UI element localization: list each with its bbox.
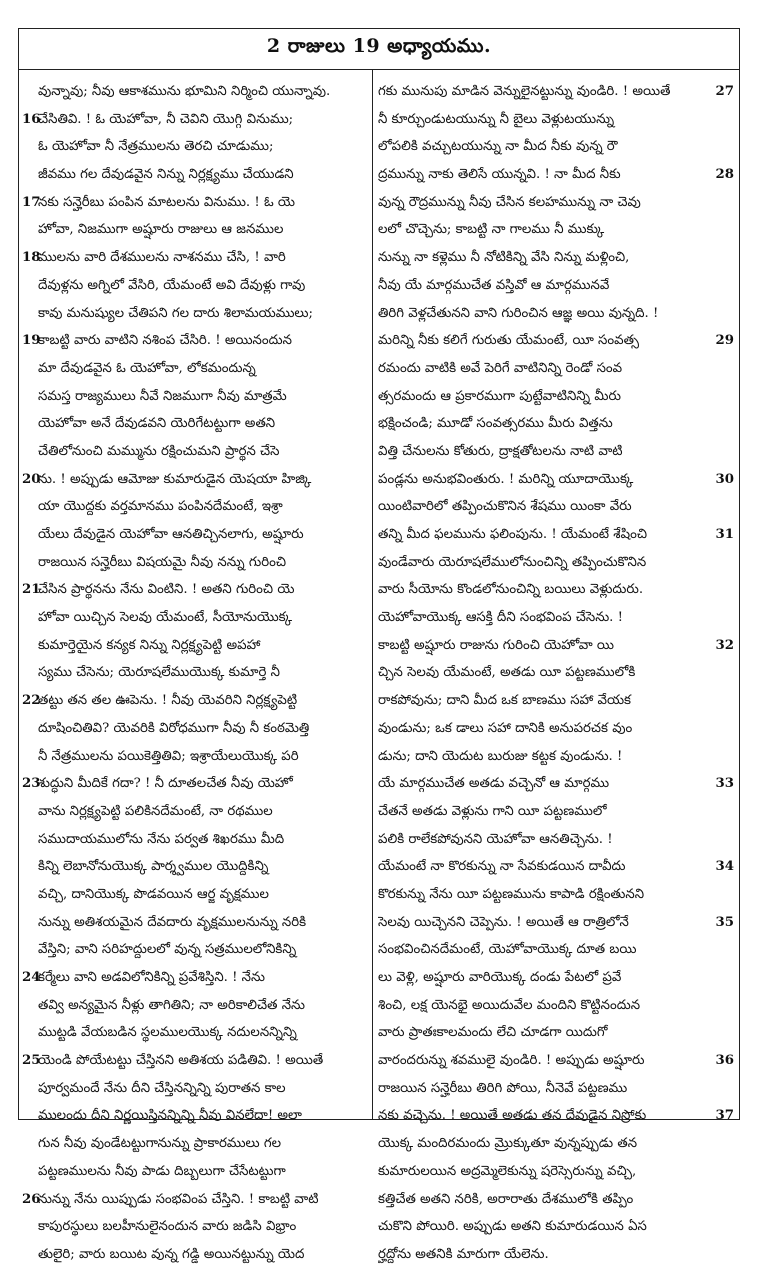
column-divider [372,70,373,1120]
line-text: చేసితివి. ! ఓ యెహోవా, నీ చెవిని యొగ్గి వినుము; [38,111,294,127]
line-text: వేస్తిని; వాని సరిహద్దులలో వున్న సత్రములలోనికిన్ని [38,942,297,958]
text-line [22,438,368,466]
line-text: నున్ను అతిశయమైన దేవదారు వృక్షములనున్ను నరికి [38,914,307,930]
text-line [22,743,368,771]
line-text: నున్ను నా కళ్లెము నీ నోటికిన్ని వేసి నిన్ను మళ్లించి, [378,250,630,266]
text-line [378,1241,734,1269]
verse-number: 26 [22,1191,41,1207]
line-text: యెండి పోయేటట్టు చేస్తినని అతిశయ పడితివి. ! అయితే [38,1053,324,1069]
verse-number: 31 [715,527,734,542]
verse-number: 20 [22,471,41,487]
line-text: యెహోవాయొక్క ఆసక్తి దీని సంభవింప చేసెను. ! [378,610,623,626]
line-text: మరిన్ని నీకు కలిగే గురుతు యేమంటే, యీ సంవత్స [378,333,640,349]
text-line [22,272,368,300]
text-line [378,1186,734,1214]
verse-number: 16 [22,111,41,127]
text-line [22,632,368,660]
text-line [378,604,734,632]
line-text: కత్తిచేత అతని నరికి, అరారాతు దేశములోకి తప్పిం [378,1191,634,1207]
left-column [22,78,368,1269]
verse-number: 34 [715,859,734,875]
text-line [378,438,734,466]
line-text: ముట్టడి వేయబడిన స్థలములయొక్క నదులనన్నిన్ని [38,1025,297,1041]
text-line [378,383,734,411]
line-text: యా యొద్దకు వర్తమానము పంపినదేమంటే, ఇశ్రా [38,499,283,515]
line-text: తులైరి; వారు బయిట వున్న గడ్డి అయినట్టున్ను యెద [38,1246,305,1262]
line-text: జీవము గల దేవుడవైన నిన్ను నిర్లక్ష్యము చేయుడని [38,167,294,183]
line-text: తవ్వి అన్యమైన నీళ్లు తాగితిని; నా అరికాలిచేత నేను [38,997,305,1013]
text-line [378,715,734,743]
text-line [22,964,368,992]
text-line [378,1130,734,1158]
line-text: సెలవు యిచ్చెనని చెప్పెను. ! అయితే ఆ రాత్రిలోనే [378,914,629,930]
line-text: ద్రమున్ను నాకు తెలిసే యున్నవి. ! నా మీద నీకు [378,167,621,183]
text-line [378,493,734,521]
line-text: తట్టు తన తల ఊపెను. ! నీవు యెవరిని నిర్లక్ష్యపెట్టి [38,693,298,709]
line-text: వుండేవారు యెరూషలేములోనుంచిన్ని తప్పించుకొనిన [378,554,647,570]
verse-number: 37 [715,1108,734,1124]
right-column [378,78,734,1269]
text-line [22,1019,368,1047]
line-text: చేతిలోనుంచి మమ్మును రక్షించుమని ప్రార్థన చేసె [38,443,280,459]
verse-number: 36 [715,1053,734,1069]
line-text: నున్ను నేను యిప్పుడు సంభవింప చేస్తిని. ! కాబట్టి వాటి [38,1191,319,1207]
text-line [22,189,368,217]
line-text: హోవా, నిజముగా అష్షూరు రాజులు ఆ జనముల [38,222,284,238]
text-line [22,909,368,937]
line-text: గకు మునుపు మాడిన వెన్నులైనట్టున్ను వుండిరి. ! అయితే [378,84,671,99]
line-text: యేమంటే నా కొరకున్ను నా సేవకుడయిన దావీదు [378,859,626,875]
text-line [22,410,368,438]
line-text: వున్న రౌద్రమున్ను నీవు చేసిన కలహమున్ను నా చెవు [378,194,641,210]
line-text: కొరకున్ను నేను యీ పట్టణమును కాపాడి రక్షింతునని [378,886,645,902]
text-line [378,1075,734,1103]
text-line [22,1213,368,1241]
line-text: పండ్లను అనుభవింతురు. ! మరిన్ని యూదాయొక్క [378,471,634,487]
verse-number: 18 [22,250,41,266]
line-text: సంభవించినదేమంటే, యెహోవాయొక్క దూత బయి [378,942,637,958]
text-line [378,632,734,660]
text-line [378,687,734,715]
line-text: యింటివారిలో తప్పించుకొనిన శేషము యింకా వేరు [378,499,632,515]
text-line [378,78,734,106]
verse-number: 33 [715,776,734,792]
line-text: లోపలికి వచ్చుటయున్ను నా మీద నీకు వున్న రౌ [378,139,618,155]
text-line [378,300,734,328]
line-text: పట్టణములను నీవు పాడు దిబ్బలుగా చేసేటట్టుగా [38,1163,286,1179]
text-line [378,743,734,771]
line-text: వాను నిర్లక్ష్యపెట్టి పలికినదేమంటే, నా రథముల [38,803,273,819]
text-line [22,798,368,826]
text-line [22,1102,368,1130]
text-line [378,272,734,300]
text-line [378,216,734,244]
verse-number: 35 [715,914,734,930]
text-line [22,1130,368,1158]
text-line [378,1047,734,1075]
line-text: త్సరమందు ఆ ప్రకారముగా పుట్టేవాటినిన్ని మీరు [378,388,621,404]
line-text: నకు వచ్చెను. ! అయితే అతడు తన దేవుడైన నిస్రోకు [378,1108,647,1124]
line-text: కిన్ని లెబానోనుయొక్క పార్శ్వముల యొద్దికిన్ని [38,859,269,875]
line-text: చ్చిన సెలవు యేమంటే, అతడు యీ పట్టణములోకి [378,665,636,681]
line-text: వుండును; ఒక డాలు సహా దానికి అనుపరచక వుం [378,720,633,736]
line-text: కుమార్తెయైన కన్యక నిన్ను నిర్లక్ష్యపెట్టి అపహా [38,637,261,653]
line-text: శించి, లక్ష యెనభై అయిదువేల మందిని కొట్టినందున [378,997,641,1013]
line-text: యొక్క మందిరమందు మ్రొక్కుతూ వున్నప్పుడు తన [378,1136,638,1152]
text-line [378,161,734,189]
text-line [22,576,368,604]
text-line [22,853,368,881]
text-line [378,1158,734,1186]
text-line [22,1241,368,1269]
line-text: యేలు దేవుడైన యెహోవా ఆనతిచ్చినలాగు, అష్షూరు [38,527,304,542]
line-text: నీ నేత్రములను పయికెత్తితివి; ఇశ్రాయేలుయొక్క పరి [38,748,299,764]
text-line [378,576,734,604]
line-text: కాపురస్థులు బలహీనులైనందున వారు జడిసి విభ్రాం [38,1219,297,1235]
line-text: విత్తి చేనులను కోతురు, ద్రాక్షతోటలను నాటి వాటి [378,443,623,459]
line-text: చుకొని పోయిరి. అప్పుడు అతని కుమారుడయిన ఏస [378,1219,647,1235]
verse-number: 22 [22,693,41,709]
line-text: కర్మేలు వాని అడవిలోనికిన్ని ప్రవేశిస్తిని. ! నేను [38,970,265,985]
text-line [378,770,734,798]
text-line [378,189,734,217]
line-text: కావు మనుష్యుల చేతిపని గల దారు శిలామయములు; [38,305,313,321]
text-line [22,133,368,161]
line-text: స్యము చేసెను; యెరూషలేముయొక్క కుమార్తె నీ [38,665,280,681]
line-text: పలికి రాలేకపోవునని యెహోవా ఆనతిచ్చెను. ! [378,831,613,847]
line-text: వారందరున్ను శవములై వుండిరి. ! అప్పుడు అష్షూరు [378,1053,645,1069]
verse-number: 19 [22,333,41,349]
line-text: ఓ యెహోవా నీ నేత్రములను తెరచి చూడుము; [38,139,274,155]
chapter-title: 2 రాజులు 19 అధ్యాయము. [266,35,492,57]
line-text: గున నీవు వుండేటట్టుగానున్ను ప్రాకారములు గల [38,1136,281,1152]
text-line [22,161,368,189]
line-text: కాబట్టి అష్షూరు రాజును గురించి యెహోవా యి [378,637,615,653]
text-line [378,1213,734,1241]
text-line [378,244,734,272]
text-line [378,909,734,937]
text-line [22,826,368,854]
line-text: ను. ! అప్పుడు ఆమోజు కుమారుడైన యెషయా హిజ్కి [38,471,312,487]
text-line [378,466,734,494]
text-line [378,133,734,161]
text-line [378,659,734,687]
line-text: దేవుళ్లను అగ్నిలో వేసిరి, యేమంటే అవి దేవుళ్లు గావు [38,277,306,293]
line-text: సమస్త రాజ్యములు నీవే నిజముగా నీవు మాత్రమే [38,388,287,404]
line-text: ములందు దీని నిర్ణయిస్తినన్నిన్ని నీవు వినలేదా! అలా [38,1108,302,1124]
line-text: భక్షించండి; మూడో సంవత్సరము మీరు విత్తను [378,416,613,432]
text-line [22,881,368,909]
text-line [22,493,368,521]
line-text: శుద్ధుని మీదికే గదా? ! నీ దూతలచేత నీవు యెహో [38,776,293,792]
verse-number: 21 [22,582,41,598]
line-text: సముదాయములోను నేను పర్వత శిఖరము మీది [38,831,285,847]
text-line [378,881,734,909]
text-line [22,355,368,383]
text-line [22,327,368,355]
verse-number: 28 [715,167,734,183]
line-text: లలో చొచ్చెను; కాబట్టి నా గాలము నీ ముక్కు [378,222,605,238]
verse-number: 17 [22,194,41,210]
text-line [378,1102,734,1130]
line-text: లు వెళ్లి, అష్షూరు వారియొక్క దండు పేటలో ప్రవే [378,970,622,985]
text-line [378,410,734,438]
text-line [378,936,734,964]
text-line [378,1019,734,1047]
text-line [378,521,734,549]
text-line [22,715,368,743]
verse-number: 32 [715,637,734,653]
verse-number: 27 [715,84,734,99]
text-line [378,853,734,881]
line-text: నకు సన్హెరీబు పంపిన మాటలను వినుము. ! ఓ యె [38,194,295,210]
text-line [22,244,368,272]
page-header [18,28,740,70]
text-line [22,466,368,494]
text-line [378,549,734,577]
line-text: యెహోవా అనే దేవుడవని యెరిగేటట్టుగా అతని [38,416,276,432]
verse-number: 24 [22,970,41,985]
text-line [378,106,734,134]
line-text: కుమారులయిన అద్రమ్మెలెకున్ను షరెస్సెరున్ను వచ్చి, [378,1163,637,1179]
line-text: నీవు యే మార్గముచేత వస్తివో ఆ మార్గమునవే [378,277,610,293]
line-text: రాకపోవును; దాని మీద ఒక బాణము సహా వేయక [378,693,632,709]
text-line [22,992,368,1020]
verse-number: 25 [22,1053,41,1069]
line-text: రాజయిన సన్హెరీబు విషయమై నీవు నన్ను గురించి [38,554,287,570]
line-text: చేసిన ప్రార్థనను నేను వింటిని. ! అతని గురించి యె [38,582,295,598]
verse-number: 30 [715,471,734,487]
text-line [378,992,734,1020]
line-text: మా దేవుడవైన ఓ యెహోవా, లోకమందున్న [38,360,256,376]
text-line [22,300,368,328]
text-line [22,687,368,715]
text-line [378,355,734,383]
line-text: పూర్వమందే నేను దీని చేస్తినన్నిన్ని పురాతన కాల [38,1080,286,1096]
text-line [22,383,368,411]
line-text: ర్హద్దోను అతనికి మారుగా యేలెను. [378,1246,549,1262]
line-text: ములను వారి దేశములను నాశనము చేసి, ! వారి [38,250,286,266]
text-line [22,1158,368,1186]
line-text: చేతనే అతడు వెళ్లును గాని యీ పట్టణములో [378,803,607,819]
text-line [22,216,368,244]
line-text: వారు సీయోను కొండలోనుంచిన్ని బయిలు వెళ్లుదురు. [378,582,644,598]
line-text: హోవా యిచ్చిన సెలవు యేమంటే, సీయోనుయొక్క [38,610,293,626]
line-text: రాజయిన సన్హెరీబు తిరిగి పోయి, నీనెవే పట్టణము [378,1080,628,1096]
line-text: తన్ని మీద ఫలమును ఫలింపును. ! యేమంటే శేషించి [378,527,648,542]
text-line [22,1075,368,1103]
line-text: వచ్చి, దానియొక్క పొడవయిన ఆర్జ వృక్షముల [38,886,269,902]
text-line [22,549,368,577]
text-line [378,826,734,854]
text-line [378,964,734,992]
line-text: యే మార్గముచేత అతడు వచ్చెనో ఆ మార్గము [378,776,610,792]
text-line [378,327,734,355]
line-text: రమందు వాటికి అవే పెరిగే వాటినిన్ని రెండో సంవ [378,360,623,376]
text-line [378,798,734,826]
text-line [22,936,368,964]
verse-number: 29 [715,333,734,349]
line-text: నీ కూర్చుండుటయున్ను నీ బైలు వెళ్లుటయున్ను [378,111,615,127]
text-line [22,659,368,687]
line-text: తిరిగి వెళ్లచేతునని వాని గురించిన ఆజ్ఞ అయి వున్నది. ! [378,305,659,321]
line-text: వున్నావు; నీవు ఆకాశమును భూమిని నిర్మించి యున్నావు. [38,84,331,99]
text-line [22,521,368,549]
line-text: దూషించితివి? యెవరికి విరోధముగా నీవు నీ కంఠమెత్తి [38,720,310,736]
text-line [22,106,368,134]
text-line [22,78,368,106]
text-line [22,770,368,798]
text-line [22,1047,368,1075]
text-line [22,1186,368,1214]
text-line [22,604,368,632]
line-text: డును; దాని యెదుట బురుజు కట్టక వుండును. ! [378,748,623,764]
verse-number: 23 [22,776,41,792]
line-text: వారు ప్రాతఃకాలమందు లేచి చూడగా యిదుగో [378,1025,608,1041]
line-text: కాబట్టి వారు వాటిని నశింప చేసిరి. ! అయినందున [38,333,292,349]
